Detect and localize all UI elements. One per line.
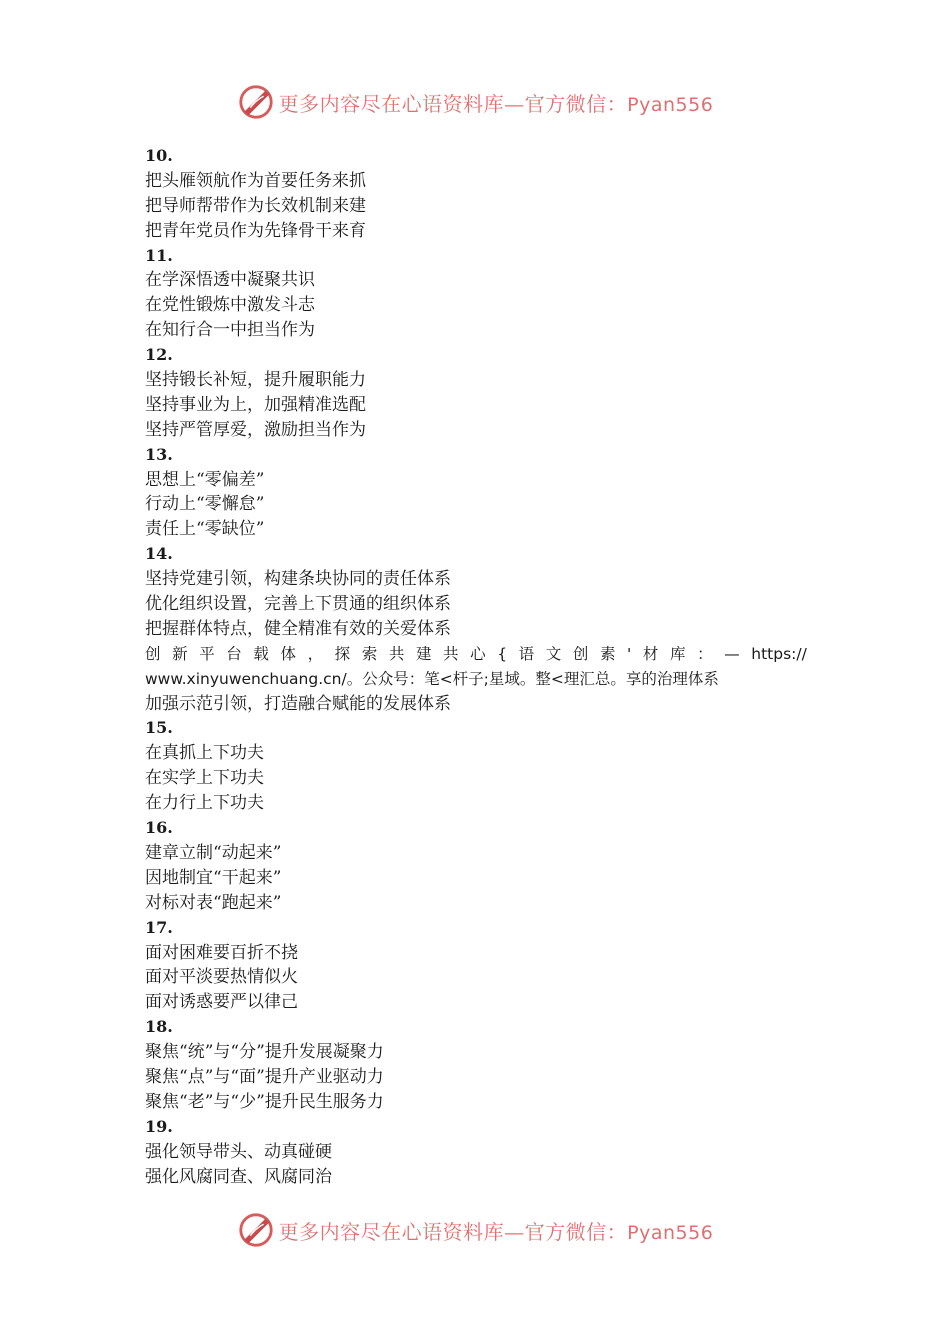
text-line: 对标对表“跑起来” xyxy=(145,892,282,913)
text-line: 建章立制“动起来” xyxy=(145,842,282,863)
text-line: 强化风腐同查、风腐同治 xyxy=(145,1166,332,1187)
url-watermark-line: www.xinyuwenchuang.cn/。公众号：笔<杆子;星域。整<理汇总。享的治理体系 xyxy=(145,669,719,688)
section-15 xyxy=(145,716,810,816)
section-number: 17. xyxy=(145,917,173,937)
spaced-char: ， xyxy=(307,644,324,663)
pen-logo-icon xyxy=(237,1211,275,1249)
section-number: 14. xyxy=(145,544,173,564)
text-line: 面对诱惑要严以律己 xyxy=(145,992,298,1013)
spaced-char: 文 xyxy=(545,644,562,663)
section-number: 15. xyxy=(145,718,173,738)
section-19 xyxy=(145,1115,810,1190)
text-line: 思想上“零偏差” xyxy=(145,469,265,490)
spaced-char: 语 xyxy=(518,644,535,663)
section-number: 19. xyxy=(145,1116,173,1136)
text-line: 聚焦“统”与“分”提升发展凝聚力 xyxy=(145,1042,384,1063)
text-line: 聚焦“老”与“少”提升民生服务力 xyxy=(145,1091,384,1112)
spaced-char: 素 xyxy=(599,644,616,663)
spaced-char: ' xyxy=(627,644,632,663)
text-line: 坚持严管厚爱，激励担当作为 xyxy=(145,419,366,440)
text-line: 坚持党建引领，构建条块协同的责任体系 xyxy=(145,569,451,590)
section-14 xyxy=(145,542,810,642)
section-13 xyxy=(145,443,810,543)
text-line: 因地制宜“干起来” xyxy=(145,867,282,888)
section-18 xyxy=(145,1015,810,1115)
text-line: 优化组织设置，完善上下贯通的组织体系 xyxy=(145,594,451,615)
pen-logo-icon xyxy=(237,83,275,121)
section-number: 12. xyxy=(145,345,173,365)
text-line: 在实学上下功夫 xyxy=(145,768,264,789)
text-line: 把导师帮带作为长效机制来建 xyxy=(145,195,366,216)
spaced-char: 建 xyxy=(415,644,432,663)
text-line: 把青年党员作为先锋骨干来育 xyxy=(145,220,366,241)
text-line: 责任上“零缺位” xyxy=(145,519,265,540)
spaced-char: 创 xyxy=(145,644,161,663)
section-17 xyxy=(145,916,810,1016)
footer-banner xyxy=(0,1208,950,1252)
spaced-char: 体 xyxy=(280,644,296,663)
text-line: 把握群体特点，健全精准有效的关爱体系 xyxy=(145,618,451,639)
banner-text: 更多内容尽在心语资料库—官方微信：Pyan556 xyxy=(278,1219,714,1244)
section-number: 11. xyxy=(145,245,173,265)
section-number: 10. xyxy=(145,146,173,165)
spaced-char: 探 xyxy=(334,644,351,663)
text-line: 把头雁领航作为首要任务来抓 xyxy=(145,170,366,191)
text-line: 坚持锻长补短，提升履职能力 xyxy=(145,370,366,391)
spaced-char: 新 xyxy=(172,644,188,663)
section-number: 16. xyxy=(145,818,173,838)
text-line: 在党性锻炼中激发斗志 xyxy=(145,295,315,316)
spaced-char: 台 xyxy=(226,644,242,663)
spaced-char: 心 xyxy=(470,644,486,663)
spaced-char: 材 xyxy=(642,644,659,663)
section-number: 18. xyxy=(145,1017,173,1037)
text-line: 面对困难要百折不挠 xyxy=(145,942,298,963)
section-10 xyxy=(145,144,810,244)
banner-text: 更多内容尽在心语资料库—官方微信：Pyan556 xyxy=(278,91,714,116)
text-line: 强化领导带头、动真碰硬 xyxy=(145,1141,332,1162)
text-line: 在力行上下功夫 xyxy=(145,793,264,814)
text-line: 在学深悟透中凝聚共识 xyxy=(145,270,315,291)
section-16 xyxy=(145,816,810,916)
spaced-char: 共 xyxy=(388,644,405,663)
document-body xyxy=(145,144,810,1189)
spaced-char: 共 xyxy=(443,644,459,663)
text-line: 在知行合一中担当作为 xyxy=(145,320,315,341)
text-line: 行动上“零懈怠” xyxy=(145,494,265,515)
text-line: 坚持事业为上，加强精准选配 xyxy=(145,394,366,415)
text-line: 聚焦“点”与“面”提升产业驱动力 xyxy=(145,1066,384,1087)
spaced-char: 平 xyxy=(199,644,215,663)
spaced-watermark-line xyxy=(145,642,807,667)
spaced-char: 库 xyxy=(669,644,686,663)
section-12 xyxy=(145,343,810,443)
text-line: 加强示范引领，打造融合赋能的发展体系 xyxy=(145,693,451,714)
spaced-char: https:// xyxy=(751,644,807,663)
spaced-char: 创 xyxy=(572,644,589,663)
header-banner xyxy=(0,80,950,124)
section-11 xyxy=(145,244,810,344)
text-line: 在真抓上下功夫 xyxy=(145,743,264,764)
section-number: 13. xyxy=(145,444,173,464)
spaced-char: — xyxy=(724,644,740,663)
spaced-char: ： xyxy=(697,644,713,663)
spaced-char: 索 xyxy=(361,644,378,663)
text-line: 面对平淡要热情似火 xyxy=(145,967,298,988)
spaced-char: 载 xyxy=(253,644,269,663)
spaced-char: { xyxy=(497,644,508,663)
